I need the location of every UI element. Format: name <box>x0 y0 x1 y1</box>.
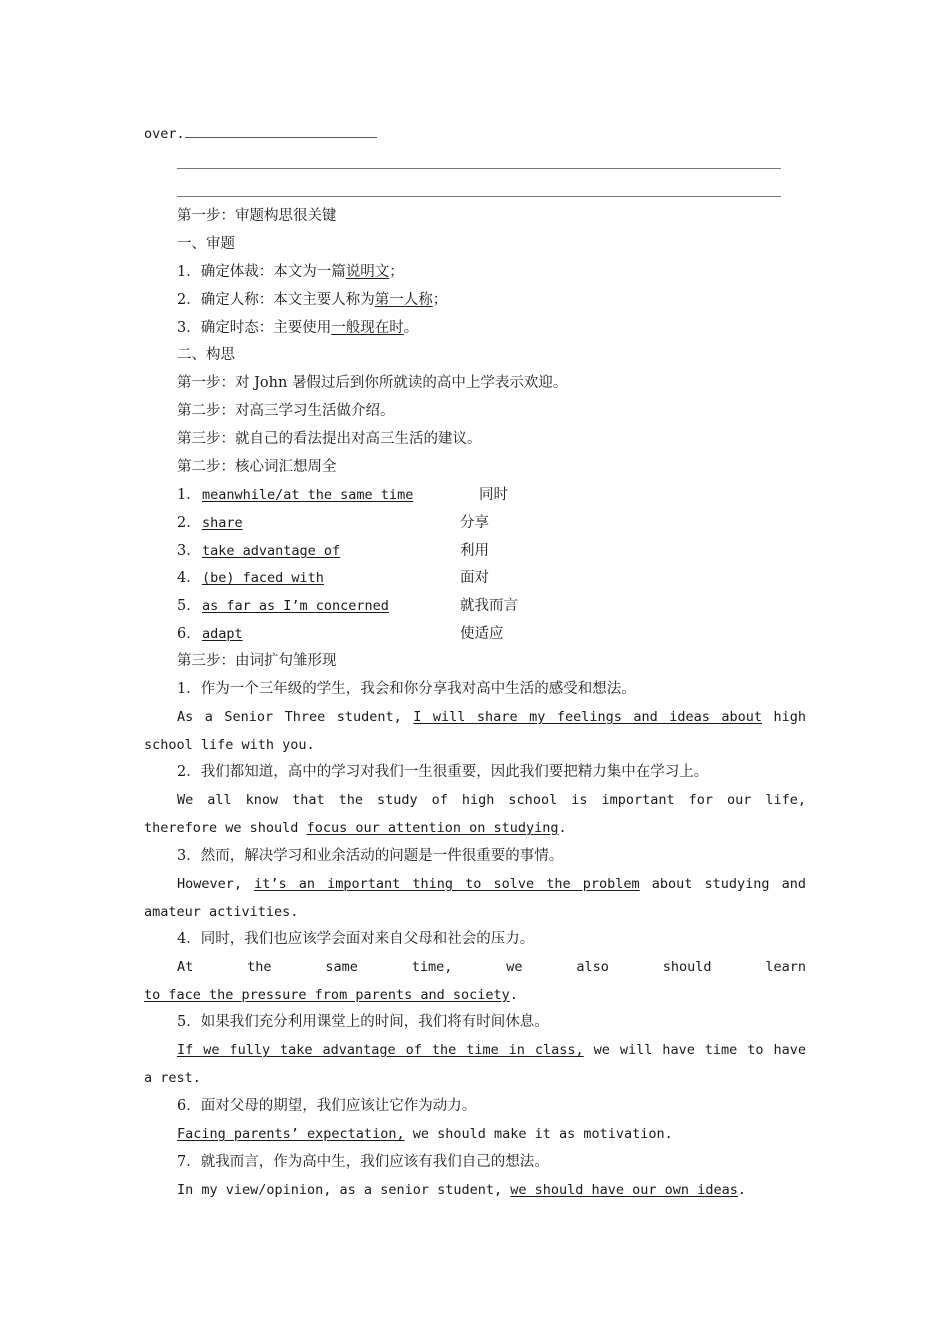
sentence-3-en-cont: amateur activities. <box>144 904 299 920</box>
top-word: over. <box>144 126 185 142</box>
vocab-row: 6． adapt 使适应 <box>177 626 504 642</box>
sentence-1-en: As a Senior Three student, I will share my feelings and ideas about high <box>177 709 807 725</box>
sentence-3-answer: it’s an important thing to solve the problem <box>254 876 640 892</box>
sentence-7-cn: 7．就我而言，作为高中生，我们应该有我们自己的想法。 <box>177 1154 549 1170</box>
sentence-2-en: We all know that the study of high school is important for our life, <box>177 792 806 808</box>
answer-rule-1 <box>177 168 781 169</box>
step1-section-1: 一、审题 <box>177 236 235 252</box>
sentence-2-answer: focus our attention on studying <box>306 820 559 836</box>
sentence-4-en: At the same time, we also should learn <box>177 959 806 975</box>
top-line <box>144 123 806 144</box>
sentence-5-cn: 5．如果我们充分利用课堂上的时间，我们将有时间休息。 <box>177 1014 549 1030</box>
vocab-meaning: 使适应 <box>460 626 504 642</box>
vocab-row: 4． (be) faced with 面对 <box>177 570 489 586</box>
vocab-row: 1． meanwhile/at the same time 同时 <box>177 487 508 503</box>
vocab-word: adapt <box>202 626 243 642</box>
sentence-2-cn: 2．我们都知道，高中的学习对我们一生很重要，因此我们要把精力集中在学习上。 <box>177 764 709 780</box>
vocab-row: 3． take advantage of 利用 <box>177 543 489 559</box>
analysis-item-3: 3．确定时态：主要使用一般现在时。 <box>177 320 419 336</box>
sentence-6-cn: 6．面对父母的期望，我们应该让它作为动力。 <box>177 1098 477 1114</box>
vocab-word: take advantage of <box>202 543 341 559</box>
vocab-row: 2． share 分享 <box>177 515 489 531</box>
vocab-meaning: 利用 <box>460 543 489 559</box>
step2-title: 第二步：核心词汇想周全 <box>177 459 337 475</box>
sentence-7-en: In my view/opinion, as a senior student, we should have our own ideas. <box>177 1182 746 1198</box>
sentence-4-cn: 4．同时，我们也应该学会面对来自父母和社会的压力。 <box>177 931 535 947</box>
answer-person: 第一人称 <box>374 292 433 308</box>
sentence-4-answer: to face the pressure from parents and society <box>144 987 510 1003</box>
vocab-meaning: 同时 <box>479 487 508 503</box>
sentence-3-en: However, it’s an important thing to solve the problem about studying and <box>177 876 806 892</box>
step1-section-2: 二、构思 <box>177 347 235 363</box>
answer-genre: 说明文 <box>345 264 390 280</box>
sentence-1-cn: 1．作为一个三年级的学生，我会和你分享我对高中生活的感受和想法。 <box>177 681 636 697</box>
sentence-2-en-cont: therefore we should focus our attention on studying. <box>144 820 567 836</box>
analysis-item-1: 1．确定体裁：本文为一篇说明文； <box>177 264 404 280</box>
sentence-6-answer: Facing parents’ expectation, <box>177 1126 405 1142</box>
sentence-5-answer: If we fully take advantage of the time in class, <box>177 1042 584 1058</box>
sentence-6-en: Facing parents’ expectation, we should make it as motivation. <box>177 1126 673 1142</box>
sentence-1-en-cont: school life with you. <box>144 737 315 753</box>
sentence-5-en: If we fully take advantage of the time in class, we will have time to have <box>177 1042 806 1058</box>
step3-title: 第三步：由词扩句雏形现 <box>177 653 337 669</box>
vocab-word: meanwhile/at the same time <box>202 487 414 503</box>
sentence-1-answer: I will share my feelings and ideas about <box>413 709 762 725</box>
vocab-row: 5． as far as I’m concerned 就我而言 <box>177 598 518 614</box>
plan-step-1: 第一步：对 John 暑假过后到你所就读的高中上学表示欢迎。 <box>177 375 568 391</box>
plan-step-3: 第三步：就自己的看法提出对高三生活的建议。 <box>177 431 482 447</box>
vocab-meaning: 分享 <box>460 515 489 531</box>
plan-step-2: 第二步：对高三学习生活做介绍。 <box>177 403 395 419</box>
sentence-3-cn: 3．然而，解决学习和业余活动的问题是一件很重要的事情。 <box>177 848 564 864</box>
sentence-7-answer: we should have our own ideas <box>510 1182 738 1198</box>
answer-blank <box>185 123 377 138</box>
vocab-word: (be) faced with <box>202 570 324 586</box>
sentence-4-en-cont: to face the pressure from parents and society. <box>144 987 518 1003</box>
analysis-item-2: 2．确定人称：本文主要人称为第一人称； <box>177 292 448 308</box>
vocab-meaning: 就我而言 <box>460 598 518 614</box>
vocab-meaning: 面对 <box>460 570 489 586</box>
answer-rule-2 <box>177 196 781 197</box>
answer-tense: 一般现在时 <box>331 320 404 336</box>
vocab-word: share <box>202 515 243 531</box>
sentence-5-en-cont: a rest. <box>144 1070 201 1086</box>
step1-title: 第一步：审题构思很关键 <box>177 208 337 224</box>
vocab-word: as far as I’m concerned <box>202 598 389 614</box>
